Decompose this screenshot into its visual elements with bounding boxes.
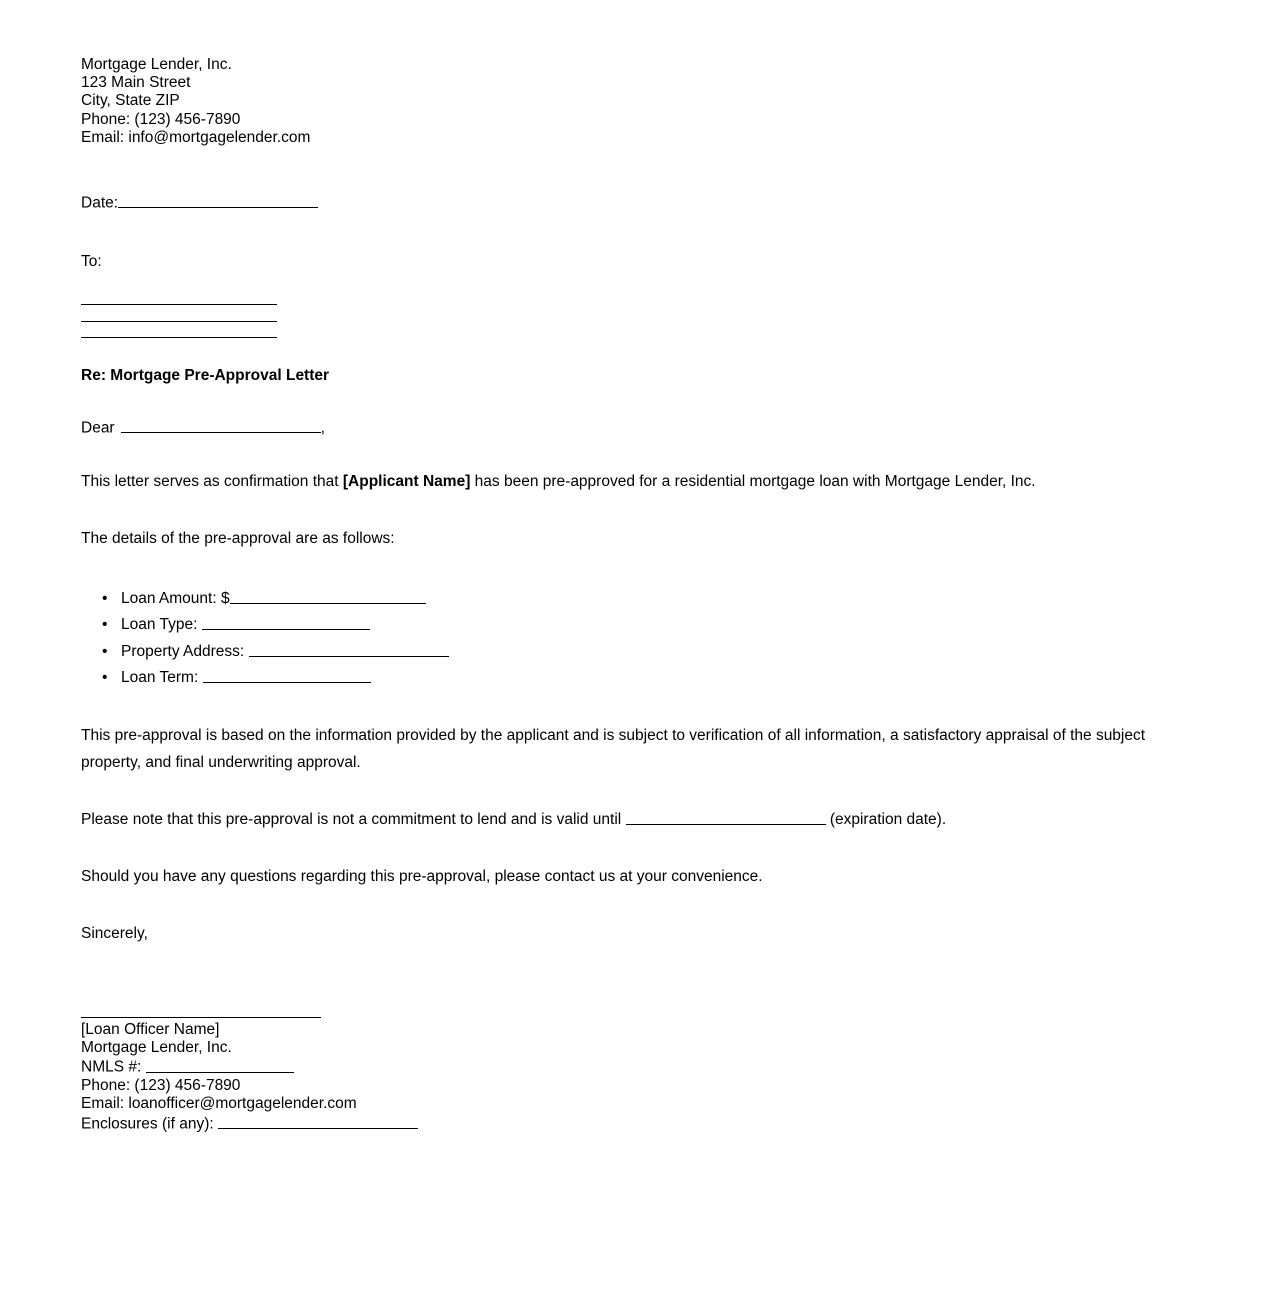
letter-body [81,56,1191,1133]
list-item-loan-term [121,665,1191,692]
nmls-line [81,1057,1191,1077]
salutation-label: Dear [81,419,115,437]
letterhead-city-state-zip: City, State ZIP [81,92,180,110]
loan-amount-blank-field[interactable] [230,588,426,603]
date-line [81,193,1191,213]
applicant-name-placeholder: [Applicant Name] [342,472,471,490]
letterhead-block [81,56,1191,147]
signature-line[interactable] [81,1017,321,1018]
loan-amount-label: Loan Amount: $ [121,589,230,607]
recipient-blank-line-1[interactable] [81,304,277,305]
list-item-loan-amount [121,586,1191,613]
spacer [81,438,1191,468]
paragraph-validity-prefix: Please note that this pre-approval is not a commitment to lend and is valid until [81,810,626,828]
letterhead-phone: Phone: (123) 456-7890 [81,110,241,128]
to-label: To: [81,252,102,270]
loan-officer-name: [Loan Officer Name] [81,1020,220,1038]
spacer [81,271,1191,304]
signature-phone: Phone: (123) 456-7890 [81,1076,241,1094]
spacer [81,147,1191,193]
letterhead-email: Email: info@mortgagelender.com [81,128,311,146]
spacer [81,213,1191,253]
recipient-blank-line-2[interactable] [81,321,277,322]
spacer [81,692,1191,722]
loan-type-label: Loan Type: [121,616,202,634]
expiration-date-blank-field[interactable] [626,809,826,824]
paragraph-validity-suffix: (expiration date). [825,810,947,828]
loan-term-label: Loan Term: [121,669,203,687]
enclosures-line [81,1114,1191,1134]
spacer [81,833,1191,863]
enclosures-label: Enclosures (if any): [81,1115,218,1133]
nmls-label: NMLS #: [81,1058,146,1076]
closing-line: Sincerely, [81,924,148,942]
spacer [81,776,1191,806]
signature-company: Mortgage Lender, Inc. [81,1038,232,1056]
subject-line: Re: Mortgage Pre-Approval Letter [81,367,330,385]
salutation-comma: , [320,419,325,437]
spacer [81,947,1191,1017]
loan-type-blank-field[interactable] [202,615,370,630]
paragraph-confirmation-suffix: has been pre-approved for a residential mortgage loan with Mortgage Lender, Inc. [470,472,1036,490]
spacer [81,552,1191,586]
paragraph-verification: This pre-approval is based on the information provided by the applicant and is subject to verification of all information, a satisfactory appraisal of the subject property, and final underwriting approval. [81,726,1146,771]
nmls-blank-field[interactable] [146,1057,294,1072]
spacer [81,338,1191,367]
date-label: Date: [81,194,119,212]
date-blank-field[interactable] [118,193,318,208]
paragraph-confirmation-prefix: This letter serves as confirmation that [81,472,343,490]
spacer [81,495,1191,525]
paragraph-validity [81,806,1186,833]
spacer [81,890,1191,920]
paragraph-contact: Should you have any questions regarding this pre-approval, please contact us at your convenience. [81,867,763,885]
preapproval-details-list [81,586,1191,692]
salutation-line [81,418,1191,438]
signature-block [81,1021,1191,1134]
property-address-label: Property Address: [121,642,249,660]
paragraph-confirmation [81,468,1186,495]
list-item-property-address [121,639,1191,666]
paragraph-details-intro: The details of the pre-approval are as follows: [81,529,395,547]
list-item-loan-type [121,612,1191,639]
property-address-blank-field[interactable] [249,641,449,656]
loan-term-blank-field[interactable] [203,668,371,683]
signature-email: Email: loanofficer@mortgagelender.com [81,1095,357,1113]
enclosures-blank-field[interactable] [218,1114,418,1129]
letterhead-company: Mortgage Lender, Inc. [81,56,232,73]
salutation-blank-field[interactable] [121,418,321,433]
letterhead-street: 123 Main Street [81,74,191,92]
spacer [81,386,1191,418]
